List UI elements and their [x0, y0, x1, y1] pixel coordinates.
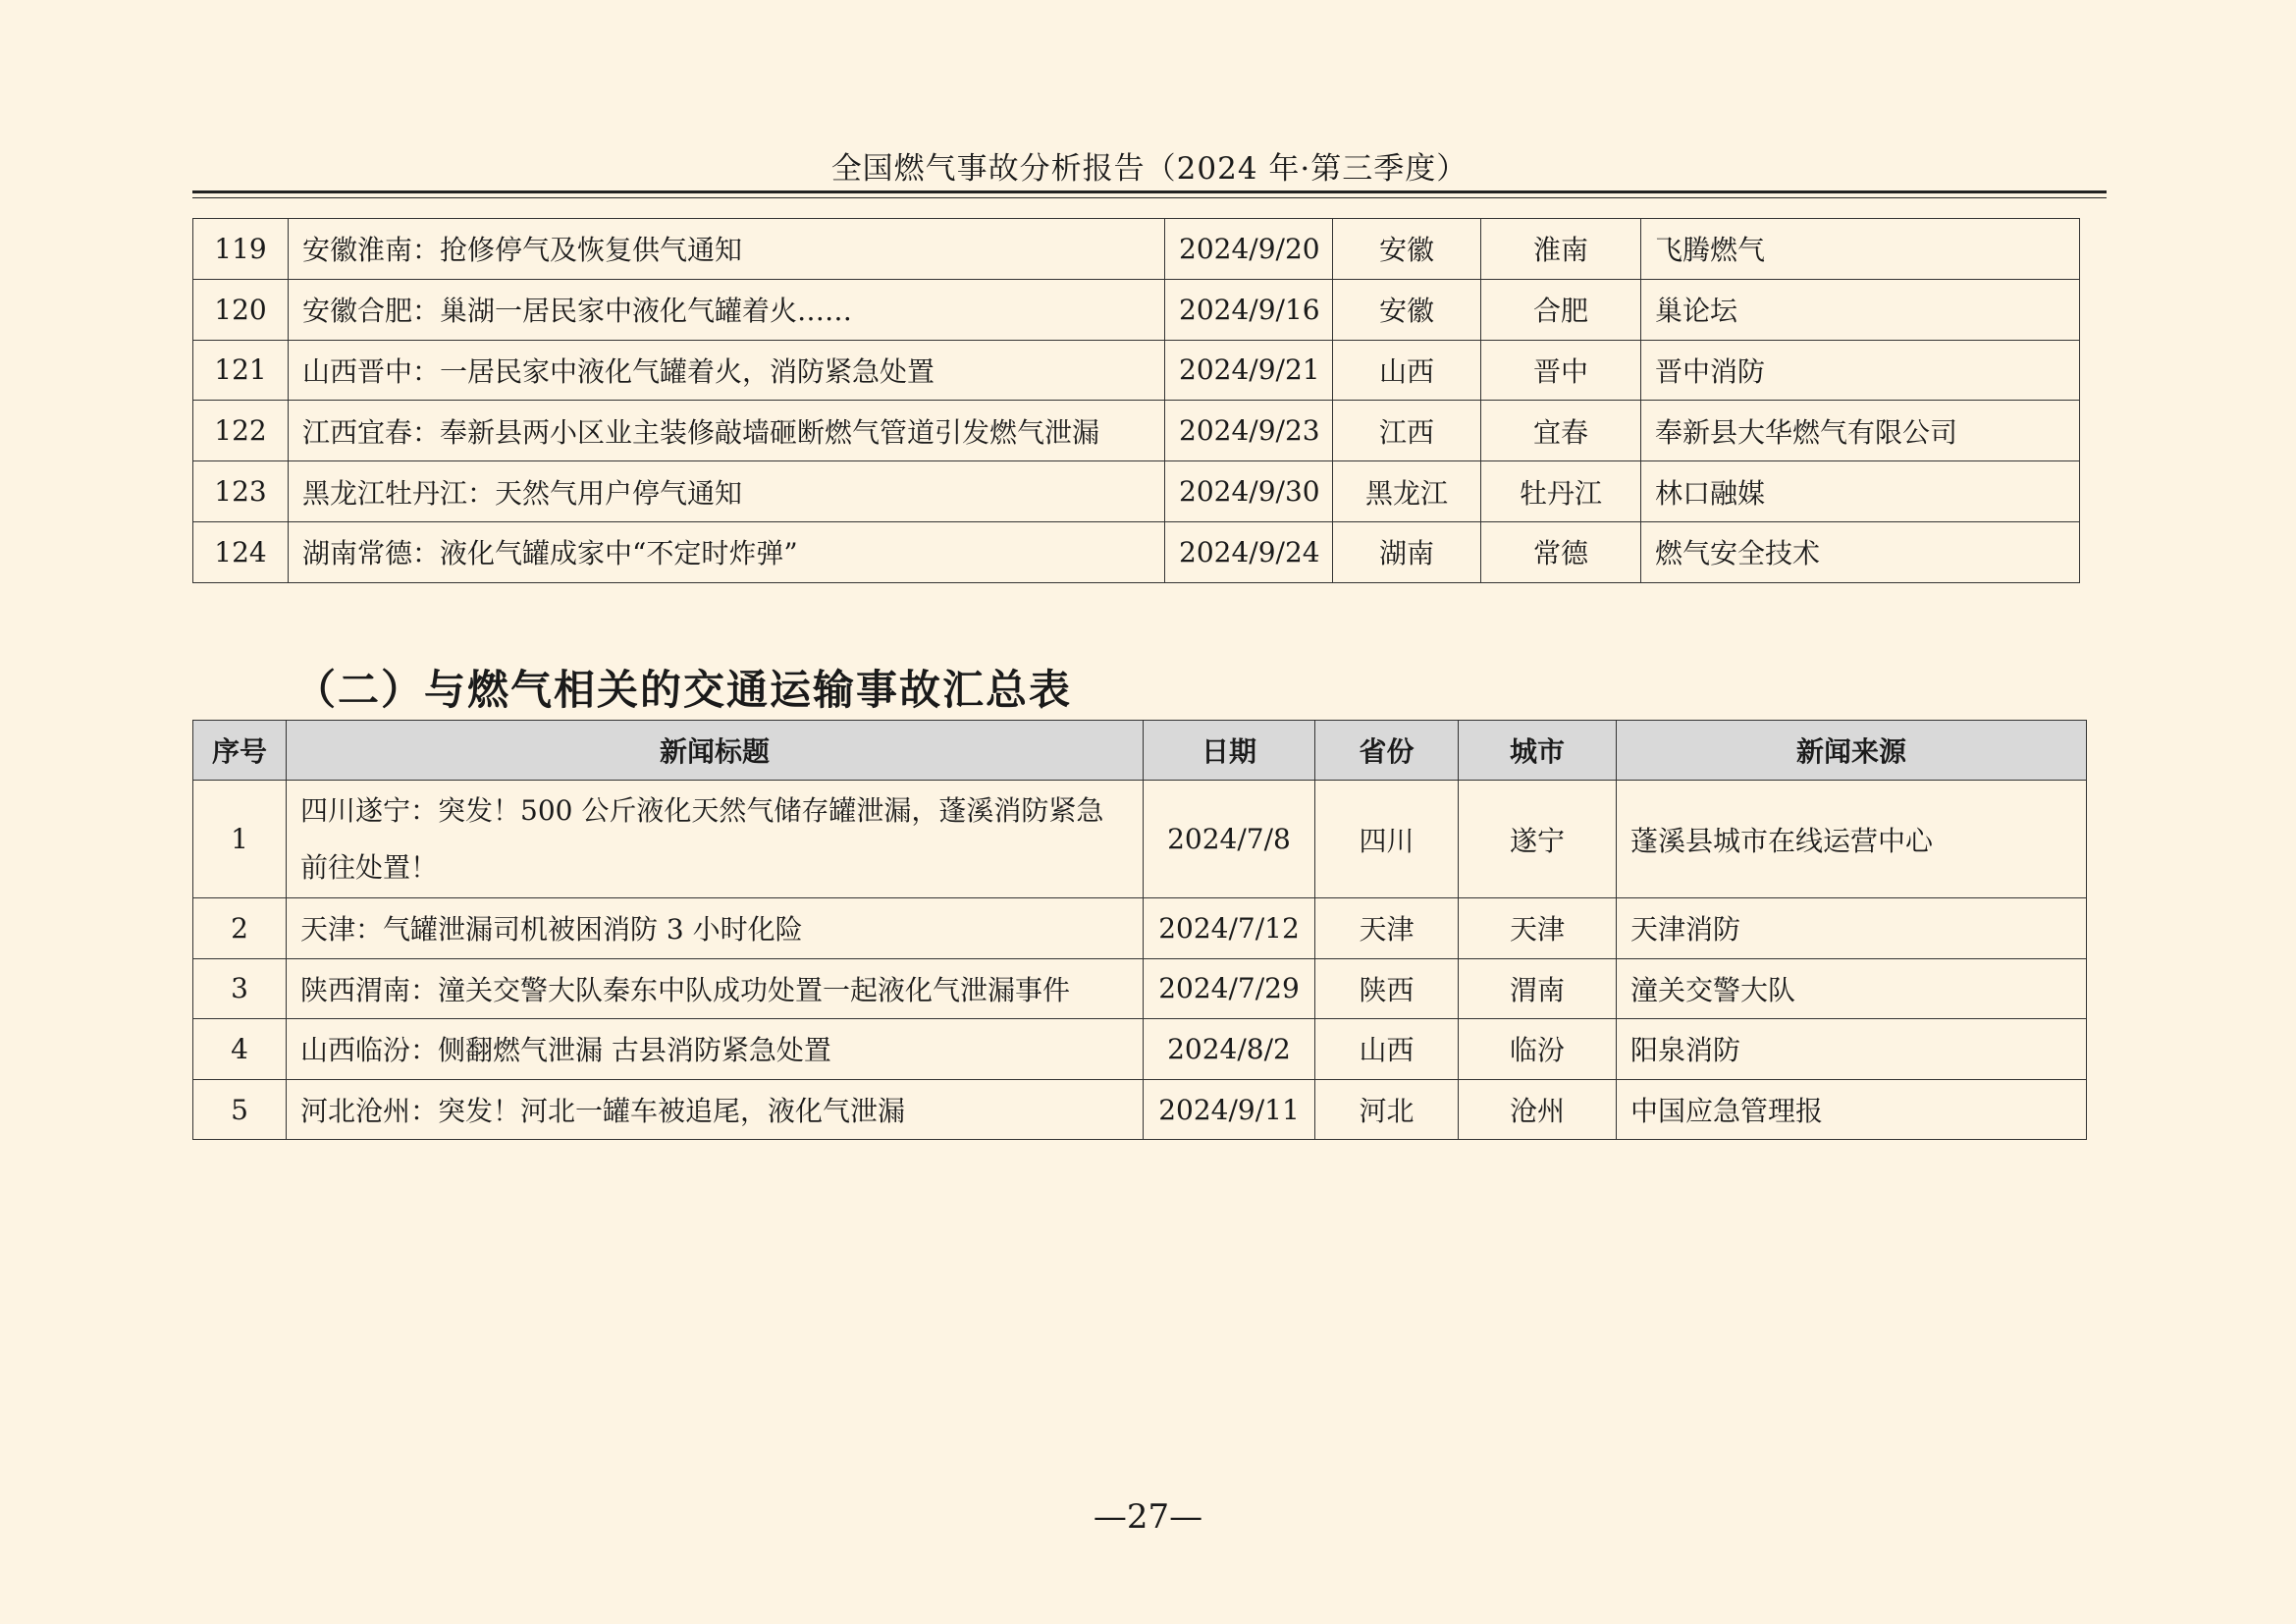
- table-row: [193, 340, 2080, 401]
- news-date: 2024/9/21: [1165, 340, 1333, 401]
- city: 晋中: [1481, 340, 1641, 401]
- transport-incident-table: [192, 720, 2087, 1140]
- province: 黑龙江: [1333, 461, 1481, 522]
- table-row: [193, 958, 2087, 1019]
- table-row: [193, 279, 2080, 340]
- column-header-province: 省份: [1315, 721, 1459, 781]
- news-title: 四川遂宁：突发！500 公斤液化天然气储存罐泄漏，蓬溪消防紧急前往处置！: [287, 781, 1144, 898]
- province: 安徽: [1333, 279, 1481, 340]
- table-row: [193, 461, 2080, 522]
- row-number: 4: [193, 1019, 287, 1080]
- row-number: 124: [193, 521, 289, 582]
- news-source: 阳泉消防: [1617, 1019, 2087, 1080]
- news-title: 安徽合肥：巢湖一居民家中液化气罐着火……: [289, 279, 1165, 340]
- incident-table-continued: [192, 218, 2080, 583]
- news-date: 2024/8/2: [1144, 1019, 1315, 1080]
- table-row: [193, 781, 2087, 898]
- table-row: [193, 219, 2080, 280]
- row-number: 119: [193, 219, 289, 280]
- table-row: [193, 521, 2080, 582]
- news-title: 江西宜春：奉新县两小区业主装修敲墙砸断燃气管道引发燃气泄漏: [289, 401, 1165, 461]
- column-header-number: 序号: [193, 721, 287, 781]
- city: 渭南: [1459, 958, 1617, 1019]
- news-source: 林口融媒: [1641, 461, 2080, 522]
- news-date: 2024/9/20: [1165, 219, 1333, 280]
- table-row: [193, 1019, 2087, 1080]
- table-row: [193, 401, 2080, 461]
- page-number: —27—: [1093, 1497, 1203, 1537]
- table-header-row: [193, 721, 2087, 781]
- news-date: 2024/9/23: [1165, 401, 1333, 461]
- table-row: [193, 1079, 2087, 1140]
- row-number: 2: [193, 898, 287, 959]
- province: 四川: [1315, 781, 1459, 898]
- province: 山西: [1315, 1019, 1459, 1080]
- news-date: 2024/7/29: [1144, 958, 1315, 1019]
- news-date: 2024/7/12: [1144, 898, 1315, 959]
- news-source: 飞腾燃气: [1641, 219, 2080, 280]
- province: 江西: [1333, 401, 1481, 461]
- city: 淮南: [1481, 219, 1641, 280]
- city: 常德: [1481, 521, 1641, 582]
- news-source: 燃气安全技术: [1641, 521, 2080, 582]
- report-header-title: 全国燃气事故分析报告（2024 年·第三季度）: [830, 151, 1468, 187]
- news-date: 2024/9/30: [1165, 461, 1333, 522]
- row-number: 5: [193, 1079, 287, 1140]
- news-title: 山西临汾：侧翻燃气泄漏 古县消防紧急处置: [287, 1019, 1144, 1080]
- news-title: 湖南常德：液化气罐成家中“不定时炸弹”: [289, 521, 1165, 582]
- province: 山西: [1333, 340, 1481, 401]
- news-title: 安徽淮南：抢修停气及恢复供气通知: [289, 219, 1165, 280]
- row-number: 123: [193, 461, 289, 522]
- header-rule-thin: [192, 197, 2107, 198]
- column-header-date: 日期: [1144, 721, 1315, 781]
- city: 临汾: [1459, 1019, 1617, 1080]
- news-title: 陕西渭南：潼关交警大队秦东中队成功处置一起液化气泄漏事件: [287, 958, 1144, 1019]
- row-number: 3: [193, 958, 287, 1019]
- section-heading: （二）与燃气相关的交通运输事故汇总表: [294, 666, 1073, 714]
- column-header-source: 新闻来源: [1617, 721, 2087, 781]
- column-header-title: 新闻标题: [287, 721, 1144, 781]
- city: 沧州: [1459, 1079, 1617, 1140]
- city: 合肥: [1481, 279, 1641, 340]
- row-number: 1: [193, 781, 287, 898]
- province: 湖南: [1333, 521, 1481, 582]
- news-title: 黑龙江牡丹江：天然气用户停气通知: [289, 461, 1165, 522]
- news-date: 2024/7/8: [1144, 781, 1315, 898]
- row-number: 121: [193, 340, 289, 401]
- row-number: 120: [193, 279, 289, 340]
- header-rule-thick: [192, 190, 2107, 193]
- province: 河北: [1315, 1079, 1459, 1140]
- news-source: 蓬溪县城市在线运营中心: [1617, 781, 2087, 898]
- province: 陕西: [1315, 958, 1459, 1019]
- news-title: 天津：气罐泄漏司机被困消防 3 小时化险: [287, 898, 1144, 959]
- news-date: 2024/9/16: [1165, 279, 1333, 340]
- news-date: 2024/9/24: [1165, 521, 1333, 582]
- news-source: 巢论坛: [1641, 279, 2080, 340]
- news-source: 奉新县大华燃气有限公司: [1641, 401, 2080, 461]
- province: 安徽: [1333, 219, 1481, 280]
- row-number: 122: [193, 401, 289, 461]
- news-source: 晋中消防: [1641, 340, 2080, 401]
- news-source: 天津消防: [1617, 898, 2087, 959]
- city: 遂宁: [1459, 781, 1617, 898]
- column-header-city: 城市: [1459, 721, 1617, 781]
- city: 宜春: [1481, 401, 1641, 461]
- table-row: [193, 898, 2087, 959]
- news-title: 山西晋中：一居民家中液化气罐着火，消防紧急处置: [289, 340, 1165, 401]
- province: 天津: [1315, 898, 1459, 959]
- city: 牡丹江: [1481, 461, 1641, 522]
- news-source: 潼关交警大队: [1617, 958, 2087, 1019]
- news-source: 中国应急管理报: [1617, 1079, 2087, 1140]
- news-date: 2024/9/11: [1144, 1079, 1315, 1140]
- news-title: 河北沧州：突发！河北一罐车被追尾，液化气泄漏: [287, 1079, 1144, 1140]
- city: 天津: [1459, 898, 1617, 959]
